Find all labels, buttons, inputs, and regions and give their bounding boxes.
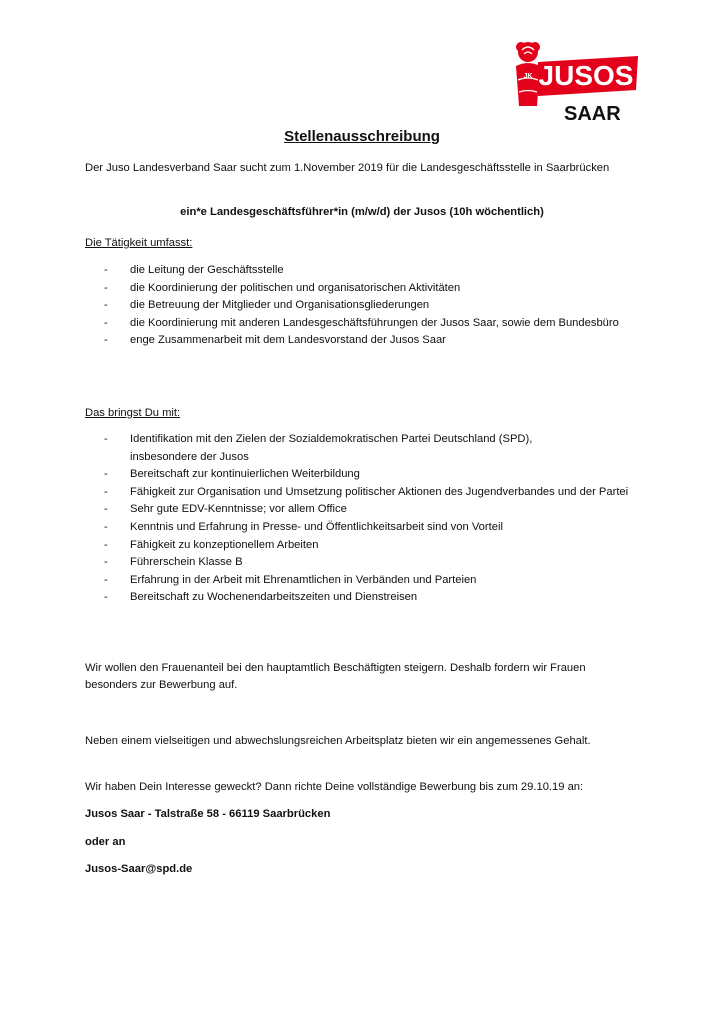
offer-paragraph: Neben einem vielseitigen und abwechslungsreichen Arbeitsplatz bieten wir ein angemessenes Gehalt. <box>85 735 591 747</box>
list-item: - Fähigkeit zu konzeptionellem Arbeiten <box>104 538 319 551</box>
or-line: oder an <box>85 836 126 848</box>
list-item: - enge Zusammenarbeit mit dem Landesvorstand der Jusos Saar <box>104 334 446 347</box>
list-item: - die Betreuung der Mitglieder und Organisationsgliederungen <box>104 299 430 312</box>
logo-name: JUSOS <box>538 60 634 91</box>
list-item: - die Leitung der Geschäftsstelle <box>104 264 284 276</box>
list-item: - Identifikation mit den Zielen der Sozialdemokratischen Partei Deutschland (SPD), insbesondere der Jusos <box>104 433 533 463</box>
rose-icon <box>516 42 540 106</box>
list-item: - Fähigkeit zur Organisation und Umsetzung politischer Aktionen des Jugendverbandes und der Partei <box>104 485 629 498</box>
svg-text:JK: JK <box>523 73 533 80</box>
logo-sub: SAAR <box>564 103 621 124</box>
tasks-list <box>85 262 645 350</box>
requirements-list <box>85 431 645 607</box>
list-item: - Bereitschaft zu Wochenendarbeitszeiten und Dienstreisen <box>104 591 418 604</box>
jusos-banner <box>538 56 638 96</box>
list-item: - Kenntnis und Erfahrung in Presse- und Öffentlichkeitsarbeit sind von Vorteil <box>104 520 503 533</box>
list-item: - die Koordinierung mit anderen Landesgeschäftsführungen der Jusos Saar, sowie dem Bundesbüro <box>104 316 619 329</box>
address-line: Jusos Saar - Talstraße 58 - 66119 Saarbrücken <box>85 808 331 820</box>
application-paragraph: Wir haben Dein Interesse geweckt? Dann richte Deine vollständige Bewerbung bis zum 29.10.19 an: <box>85 781 584 793</box>
list-item: - Sehr gute EDV-Kenntnisse; vor allem Office <box>104 503 347 516</box>
intro-paragraph: Der Juso Landesverband Saar sucht zum 1.November 2019 für die Landesgeschäftsstelle in Saarbrücken <box>85 162 610 174</box>
requirements-heading: Das bringst Du mit: <box>85 407 181 419</box>
list-item: - die Koordinierung der politischen und organisatorischen Aktivitäten <box>104 281 461 294</box>
list-item: - Erfahrung in der Arbeit mit Ehrenamtlichen in Verbänden und Parteien <box>104 573 477 586</box>
page-title: Stellenausschreibung <box>284 128 440 145</box>
email-line: Jusos-Saar@spd.de <box>85 863 193 875</box>
list-item: - Bereitschaft zur kontinuierlichen Weiterbildung <box>104 468 360 481</box>
list-item: - Führerschein Klasse B <box>104 556 243 569</box>
position-title: ein*e Landesgeschäftsführer*in (m/w/d) der Jusos (10h wöchentlich) <box>180 206 544 218</box>
jusos-saar-logo <box>508 38 640 124</box>
women-paragraph: Wir wollen den Frauenanteil bei den hauptamtlich Beschäftigten steigern. Deshalb fordern wir Frauen besonders zur Bewerbung auf. <box>85 662 586 691</box>
tasks-heading: Die Tätigkeit umfasst: <box>85 237 193 249</box>
